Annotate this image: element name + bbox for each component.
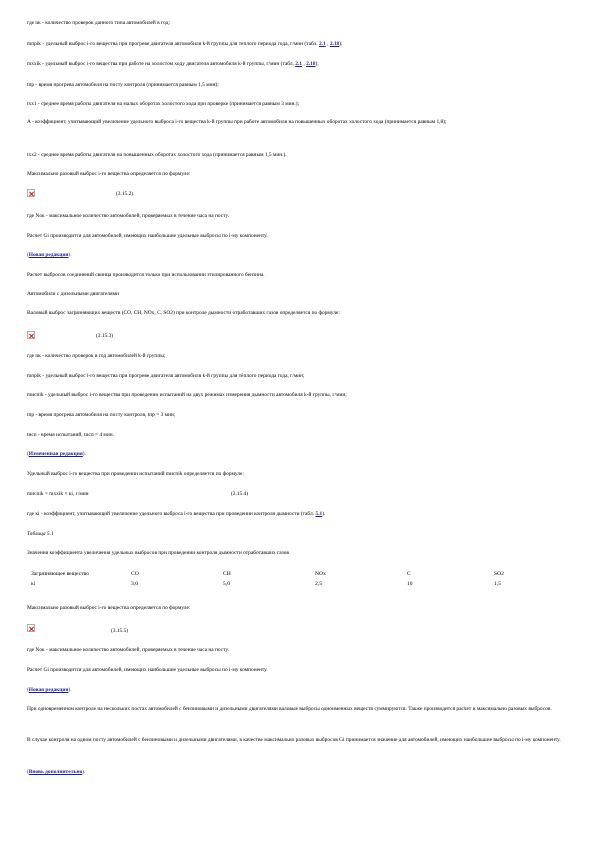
text-line bbox=[27, 100, 575, 108]
text-line bbox=[27, 666, 575, 674]
text: , bbox=[325, 41, 330, 47]
text-paragraph bbox=[27, 118, 547, 127]
text: tхх2 - среднее время работы двигателя на повышенных оборотах холостого хода (принимается равным 1,5 мин.). bbox=[27, 152, 287, 158]
text: ( bbox=[27, 252, 29, 258]
text: Автомобили с дизельными двигателями bbox=[27, 291, 119, 297]
table-header-cell: C bbox=[407, 571, 411, 577]
text: где nк - количество проверок в год автомобилей k-й группы; bbox=[27, 353, 166, 359]
text: ( bbox=[27, 769, 29, 775]
text-line bbox=[27, 40, 575, 48]
text: ). bbox=[82, 769, 86, 775]
text: Расчет выбросов соединений свинца производится только при использовании этилированного бензина. bbox=[27, 272, 265, 278]
table-row bbox=[31, 579, 534, 589]
table-header-cell: SO2 bbox=[494, 571, 504, 577]
text-line bbox=[27, 604, 575, 612]
text: mиспik - удельный выброс i-го вещества при проведении испытаний на двух режимах измерения дымности автомобиля k-й группы, г/мин; bbox=[27, 392, 347, 398]
text-line bbox=[27, 151, 575, 159]
table-header-cell: NOx bbox=[315, 571, 326, 577]
revision-link[interactable]: Новая редакция bbox=[28, 687, 69, 693]
text: mиспik = mххik × кi, г/мин bbox=[27, 491, 89, 497]
revision-link[interactable]: Новая редакция bbox=[28, 252, 69, 258]
text: где Nок - максимальное количество автомобилей, проверяемых в течение часа на посту. bbox=[27, 213, 229, 219]
text: В случае контроля на одном посту автомобилей с бензиновыми и дизельными двигателями, в качестве максимально разовых выбросов Gi принимается значение для автомобилей, имеющих наибольшие выбросы по i-му компоненту. bbox=[27, 737, 561, 743]
text-paragraph bbox=[27, 736, 562, 745]
text: Максимально разовый выброс i-го вещества определяется по формуле: bbox=[27, 171, 191, 177]
text: ). bbox=[82, 451, 86, 457]
table-header-cell: Загрязняющее вещество bbox=[31, 571, 89, 577]
text: mпрik - удельный выброс i-го вещества при прогреве двигателя автомобиля k-й группы для тёплого периода года, г/мин; bbox=[27, 373, 305, 379]
text-line bbox=[27, 510, 575, 518]
table-link[interactable]: 2.18 bbox=[329, 41, 340, 47]
table-caption bbox=[27, 530, 575, 538]
text-line bbox=[27, 470, 575, 478]
text-line bbox=[27, 212, 575, 220]
revision-link[interactable]: Измененная редакция bbox=[28, 451, 83, 457]
text: Максимально разовый выброс i-го вещества определяется по формуле: bbox=[27, 605, 191, 611]
table-cell: кi bbox=[31, 581, 36, 587]
table-link[interactable]: 5.1 bbox=[315, 511, 323, 517]
formula-number: (3.15.3) bbox=[96, 333, 114, 339]
text: ( bbox=[27, 451, 29, 457]
formula-number: (3.15.4) bbox=[231, 491, 249, 497]
section-heading bbox=[27, 290, 575, 298]
text-line bbox=[27, 646, 575, 654]
text: где кi - коэффициент, учитывающий увеличение удельного выброса i-го вещества при проведении контроля дымности (табл. bbox=[27, 511, 316, 517]
text: где Nок - максимальное количество автомобилей, проверяемых в течение часа на посту. bbox=[27, 647, 229, 653]
text: Таблица 5.1 bbox=[27, 531, 54, 537]
text-line bbox=[27, 19, 575, 27]
revision-note bbox=[27, 251, 575, 259]
revision-note bbox=[27, 768, 575, 776]
table-title bbox=[27, 549, 575, 557]
text: ); bbox=[339, 41, 343, 47]
broken-image-icon bbox=[27, 624, 35, 632]
table-header-cell: CO bbox=[131, 571, 139, 577]
formula-number: (3.15.5) bbox=[111, 628, 129, 634]
revision-note bbox=[27, 686, 575, 694]
text-line bbox=[27, 352, 575, 360]
text: tхх1 - среднее время работы двигателя на малых оборотах холостого хода при проверке (принимается равным 3 мин.); bbox=[27, 101, 300, 107]
text: , bbox=[302, 61, 307, 67]
text: mххik - удельный выброс i-го вещества при работе на холостом ходу двигателя автомобиля k-й группы, г/мин (табл. bbox=[27, 61, 296, 67]
text: где nк - количество проверок данного типа автомобилей в год; bbox=[27, 20, 170, 26]
text: mпрik - удельный выброс i-го вещества при прогреве двигателя автомобиля k-й группы для теплого периода года, г/мин (табл. bbox=[27, 41, 320, 47]
text: Расчет Gi производится для автомобилей, имеющих наибольшие удельные выбросы по i-му компоненту. bbox=[27, 233, 268, 239]
table-cell: 3,0 bbox=[131, 581, 138, 587]
table-link[interactable]: 2.1 bbox=[295, 61, 303, 67]
text: tисп - время испытаний, tисп = 4 мин. bbox=[27, 432, 114, 438]
broken-image-icon bbox=[27, 189, 35, 197]
text-line bbox=[27, 81, 575, 89]
formula-number: (3.15.2) bbox=[116, 191, 134, 197]
text: ). bbox=[322, 511, 326, 517]
text: Валовый выброс загрязняющих веществ (CO, CH, NOx, C, SO2) при контроле дымности отработавших газов определяется по формуле: bbox=[27, 310, 340, 316]
revision-note bbox=[27, 450, 575, 458]
text: ); bbox=[315, 61, 319, 67]
table-header-cell: CH bbox=[223, 571, 231, 577]
formula-line bbox=[27, 490, 575, 498]
text-line bbox=[27, 271, 575, 279]
text-line bbox=[27, 431, 575, 439]
text-line bbox=[27, 372, 575, 380]
table-link[interactable]: 2.18 bbox=[306, 61, 316, 67]
text: При одновременном контроле на нескольких постах автомобилей с бензиновыми и дизельными двигателями валовые выбросы одноименных веществ суммируются. Также производится расчет и максимально разовых выбросов. bbox=[27, 706, 552, 712]
table-header-row bbox=[31, 569, 534, 579]
table-cell: 1,5 bbox=[494, 581, 501, 587]
broken-image-icon bbox=[27, 331, 35, 339]
table-cell: 5,0 bbox=[223, 581, 230, 587]
text: ( bbox=[27, 687, 29, 693]
text-line bbox=[27, 232, 575, 240]
text-line bbox=[27, 391, 575, 399]
text: Расчет Gi производится для автомобилей, имеющих наибольшие удельные выбросы по i-му компоненту. bbox=[27, 667, 268, 673]
table-cell: 2,5 bbox=[315, 581, 322, 587]
table-cell: 10 bbox=[407, 581, 413, 587]
text: Значения коэффициента увеличения удельных выбросов при проведении контроля дымности отработавших газов bbox=[27, 550, 289, 556]
text-paragraph bbox=[27, 705, 552, 714]
text: A - коэффициент, учитывающий увеличение удельного выброса i-го вещества k-й группы при работе автомобиля на повышенных оборотах холостого хода (принимается равным 1,8); bbox=[27, 119, 447, 125]
text: ). bbox=[68, 687, 72, 693]
coefficients-table bbox=[31, 569, 534, 589]
text-line bbox=[27, 411, 575, 419]
text-line bbox=[27, 309, 575, 317]
text: Удельный выброс i-го вещества при проведении испытаний mиспik определяется по формуле: bbox=[27, 471, 244, 477]
text: tпр - время прогрева автомобиля на посту контроля, tпр = 3 мин; bbox=[27, 412, 176, 418]
text-line bbox=[27, 170, 575, 178]
text: tпр - время прогрева автомобиля на посту контроля (принимается равным 1,5 мин); bbox=[27, 82, 219, 88]
table-link[interactable]: 2.1 bbox=[319, 41, 326, 47]
revision-link[interactable]: Вновь дополнительно bbox=[28, 769, 83, 775]
text-line bbox=[27, 60, 575, 68]
text: ). bbox=[68, 252, 72, 258]
